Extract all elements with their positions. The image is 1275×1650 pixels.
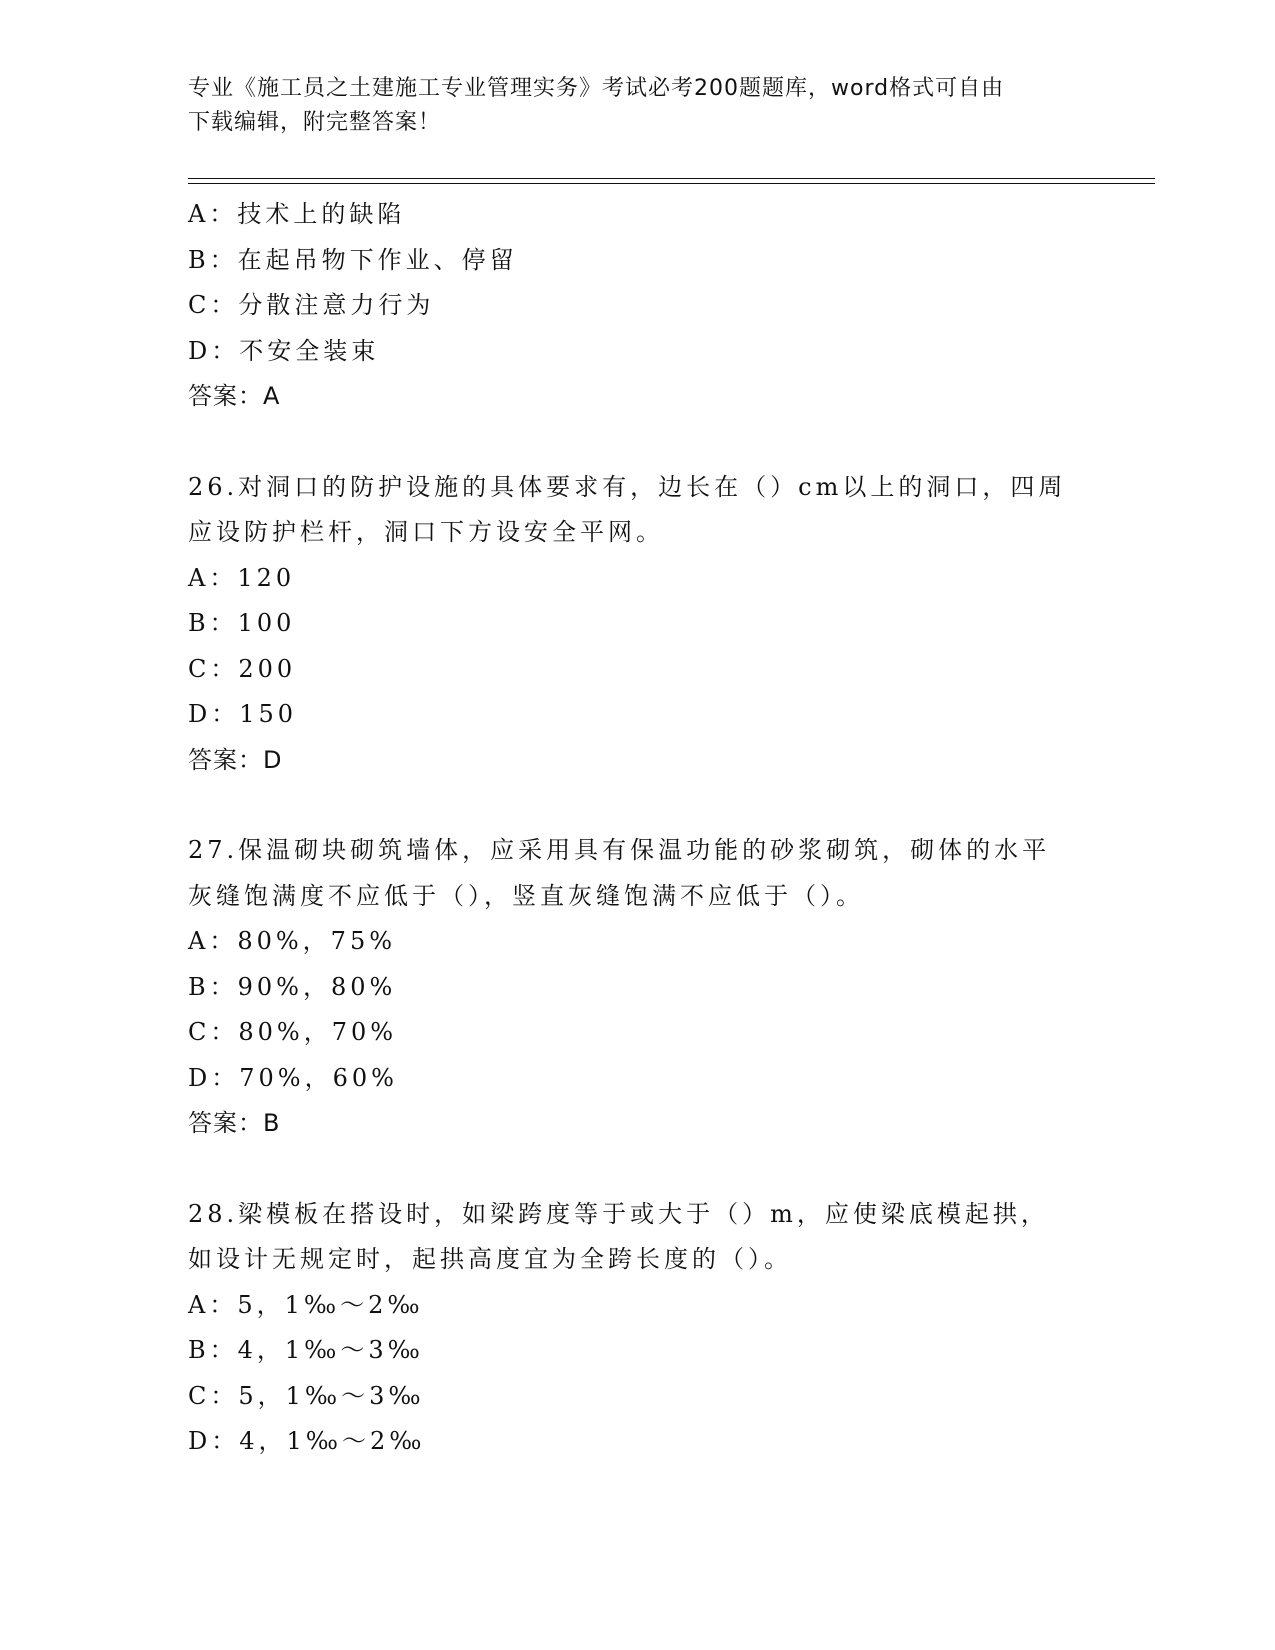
option-c: C：200 [188,654,297,683]
header-line-1: 专业《施工员之土建施工专业管理实务》考试必考200题题库，word格式可自由 [188,76,1005,101]
question-text: 27.保温砌块砌筑墙体，应采用具有保温功能的砂浆砌筑，砌体的水平 [188,836,1051,864]
question-25-block [188,192,1088,420]
option-a: A：80%，75% [188,927,397,955]
option-b: B：100 [188,609,296,637]
option-c: C：5，1‰～3‰ [188,1381,425,1410]
question-text: 如设计无规定时，起拱高度宜为全跨长度的（）。 [188,1245,792,1273]
option-c: C：80%，70% [188,1018,398,1046]
question-26-block [188,465,1088,784]
option-b: B：在起吊物下作业、停留 [188,245,518,274]
spacer [188,1147,1088,1192]
answer-line: 答案：B [188,1109,281,1137]
option-a: A：技术上的缺陷 [188,200,406,228]
question-text: 灰缝饱满度不应低于（），竖直灰缝饱满不应低于（）。 [188,881,864,910]
question-text: 应设防护栏杆，洞口下方设安全平网。 [188,518,664,546]
document-header [188,72,1088,140]
spacer [188,420,1088,465]
header-line-2: 下载编辑，附完整答案！ [188,110,442,135]
question-28-block [188,1192,1088,1465]
answer-line: 答案：A [188,382,281,410]
answer-line: 答案：D [188,745,283,774]
option-d: D：70%，60% [188,1063,398,1092]
option-b: B：90%，80% [188,972,397,1001]
question-text: 26.对洞口的防护设施的具体要求有，边长在（）cm以上的洞口，四周 [188,472,1067,501]
option-a: A：120 [188,563,296,592]
option-d: D：4，1‰～2‰ [188,1427,426,1455]
header-rule-bottom [188,183,1155,184]
question-text: 28.梁模板在搭设时，如梁跨度等于或大于（）m，应使梁底模起拱， [188,1199,1049,1228]
header-rule-top [188,178,1155,179]
question-27-block [188,828,1088,1147]
option-c: C：分散注意力行为 [188,291,435,319]
option-d: D：不安全装束 [188,336,380,365]
option-a: A：5，1‰～2‰ [188,1290,424,1319]
option-b: B：4，1‰～3‰ [188,1336,424,1364]
spacer [188,783,1088,828]
option-d: D：150 [188,700,298,728]
question-content [188,192,1088,1465]
